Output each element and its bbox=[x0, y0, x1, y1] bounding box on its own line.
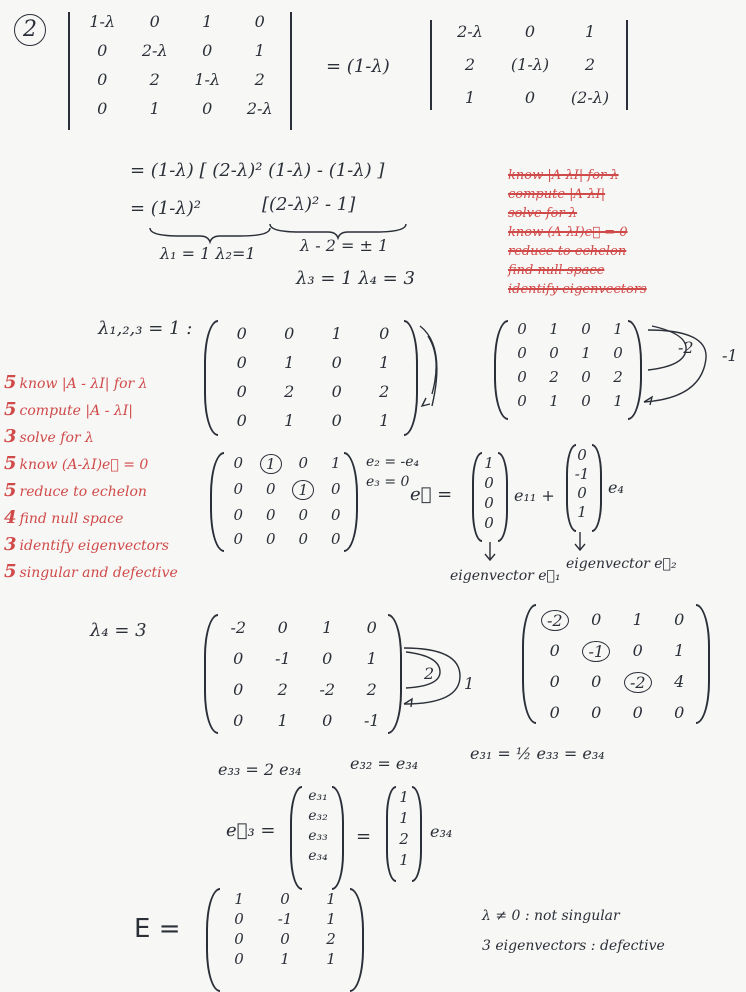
matrix-cell: 0 bbox=[366, 618, 377, 637]
matrix-cell: 0 bbox=[591, 672, 602, 691]
matrix-cell: 2 bbox=[549, 368, 559, 386]
matrix-cell: 0 bbox=[581, 392, 591, 410]
matrix-cell: 1 bbox=[326, 910, 336, 928]
mB-op2: -1 bbox=[722, 346, 738, 365]
relation-e33: e₃₃ = 2 e₃₄ bbox=[218, 760, 302, 779]
relation-e32: e₃₂ = e₃₄ bbox=[350, 754, 419, 773]
matrix-cell: e₃₁ bbox=[308, 788, 328, 804]
matrix-cell bbox=[534, 610, 576, 631]
checklist-text: know |A - λI| for λ bbox=[19, 376, 148, 392]
matrix-cell: e₃₄ bbox=[308, 848, 328, 864]
matrix-cell: 1 bbox=[584, 22, 596, 41]
matrix-cell: 0 bbox=[233, 530, 244, 548]
matrix-cell: 0 bbox=[236, 324, 247, 343]
matrix-cell: 0 bbox=[202, 41, 213, 60]
e3-relation: e₃ = 0 bbox=[366, 474, 410, 490]
matrix-cell: 0 bbox=[330, 480, 341, 498]
checklist-score: 5 bbox=[4, 561, 17, 582]
pivot-circle: -1 bbox=[582, 641, 610, 662]
matrix-cell: 0 bbox=[484, 494, 494, 512]
checklist-text: know (A-λI)e⃗ = 0 bbox=[19, 457, 149, 473]
struck-item: compute |A-λI| bbox=[508, 187, 606, 202]
matrix-cell: 1 bbox=[331, 324, 342, 343]
matrix-cell: 0 bbox=[517, 320, 527, 338]
relation-e31: e₃₁ = ½ e₃₃ = e₃₄ bbox=[470, 744, 605, 763]
matrix-cell: 1 bbox=[366, 649, 377, 668]
checklist-text: reduce to echelon bbox=[19, 484, 147, 500]
eigenvector-2-label: eigenvector e⃗₂ bbox=[566, 556, 677, 572]
lambda123: λ₁,₂,₃ = 1 : bbox=[98, 318, 193, 339]
matrix-cell: 1 bbox=[379, 353, 390, 372]
matrix-cell: 0 bbox=[331, 382, 342, 401]
matrix-cell: 0 bbox=[277, 618, 288, 637]
matrix-cell: 0 bbox=[233, 649, 244, 668]
matrix-cell: 1 bbox=[322, 618, 333, 637]
v2-coefficient: e₄ bbox=[608, 478, 624, 497]
matrix-cell: 1 bbox=[399, 788, 409, 806]
matrix-cell: 1 bbox=[674, 641, 685, 660]
matrix-cell: 0 bbox=[265, 506, 276, 524]
checklist-score: 3 bbox=[4, 534, 17, 555]
matrix-cell: (1-λ) bbox=[510, 55, 550, 74]
matrix-cell: 0 bbox=[330, 530, 341, 548]
matrix-cell: 0 bbox=[517, 344, 527, 362]
matrix-cell: 0 bbox=[674, 703, 685, 722]
matrix-cell: 0 bbox=[233, 506, 244, 524]
matrix-cell: 1 bbox=[632, 610, 643, 629]
eigenvector-1-label: eigenvector e⃗₁ bbox=[450, 568, 561, 584]
matrix-cell: (2-λ) bbox=[570, 88, 610, 107]
matrix-cell: 1 bbox=[399, 851, 409, 869]
matrix-cell: 1 bbox=[379, 411, 390, 430]
E-label: E = bbox=[134, 914, 181, 944]
matrix-cell: 0 bbox=[379, 324, 390, 343]
matrix-cell: 1 bbox=[581, 344, 591, 362]
matrix-cell: 1 bbox=[330, 454, 341, 472]
matrix-cell: 0 bbox=[234, 910, 244, 928]
matrix-cell: 0 bbox=[577, 446, 587, 464]
matrix-cell: 4 bbox=[674, 672, 685, 691]
checklist-score: 5 bbox=[4, 399, 17, 420]
factored-b: [(2-λ)² - 1] bbox=[262, 194, 356, 215]
matrix-E-echelon bbox=[534, 610, 700, 722]
struck-item: reduce to echelon bbox=[508, 244, 627, 259]
matrix-cell: 0 bbox=[549, 641, 560, 660]
matrix-cell: -1 bbox=[277, 910, 293, 928]
matrix-cell: 0 bbox=[234, 950, 244, 968]
matrix-cell: 2-λ bbox=[457, 22, 483, 41]
matrix-cell: 1 bbox=[484, 454, 494, 472]
matrix-cell: 0 bbox=[484, 514, 494, 532]
matrix-cell: 1 bbox=[202, 12, 213, 31]
matrix-cell: 2 bbox=[326, 930, 336, 948]
vec-e-label: e⃗ = bbox=[410, 484, 453, 505]
matrix-cell: 1 bbox=[549, 320, 559, 338]
matrix-cell: -1 bbox=[574, 465, 590, 483]
matrix-cell: 0 bbox=[517, 368, 527, 386]
matrix-cell: 0 bbox=[280, 930, 290, 948]
note-not-singular: λ ≠ 0 : not singular bbox=[482, 908, 620, 924]
matrix-cell: 0 bbox=[549, 672, 560, 691]
matrix-cell: -1 bbox=[274, 649, 291, 668]
mB-op1: -2 bbox=[678, 338, 694, 357]
matrix-cell: 0 bbox=[549, 703, 560, 722]
e3-vector bbox=[298, 788, 338, 864]
matrix-cell: 0 bbox=[581, 368, 591, 386]
lambda4: λ₄ = 3 bbox=[90, 620, 147, 641]
matrix-cell: 0 bbox=[591, 703, 602, 722]
pivot-circle: 1 bbox=[292, 480, 314, 500]
matrix-cell: 2 bbox=[379, 382, 390, 401]
checklist-text: find null space bbox=[19, 511, 124, 527]
matrix-cell: 0 bbox=[236, 353, 247, 372]
matrix-cell: 0 bbox=[581, 320, 591, 338]
matrix-cell bbox=[576, 641, 618, 662]
expansion-line: = (1-λ) [ (2-λ)² (1-λ) - (1-λ) ] bbox=[130, 160, 385, 181]
checklist-text: singular and defective bbox=[19, 565, 178, 581]
e3-vector-label: e⃗₃ = bbox=[226, 820, 276, 841]
matrix-cell: 2 bbox=[277, 680, 288, 699]
matrix-cell: 0 bbox=[331, 353, 342, 372]
matrix-cell: 0 bbox=[233, 680, 244, 699]
v1-coefficient: e₁₁ + bbox=[514, 486, 555, 505]
matrix-cell: 0 bbox=[577, 484, 587, 502]
matrix-cell: -2 bbox=[319, 680, 336, 699]
matrix-cell: 0 bbox=[298, 506, 309, 524]
matrix-cell: 1 bbox=[464, 88, 476, 107]
matrix-cell: 1 bbox=[549, 392, 559, 410]
pivot-circle: -2 bbox=[541, 610, 569, 631]
matrix-cell: 2 bbox=[284, 382, 295, 401]
checklist-text: identify eigenvectors bbox=[19, 538, 169, 554]
matrix-cell: 1 bbox=[234, 890, 244, 908]
matrix-cell: 1-λ bbox=[194, 70, 221, 89]
factored-a: = (1-λ)² bbox=[130, 198, 202, 219]
matrix-cell: 0 bbox=[233, 480, 244, 498]
struck-item: identify eigenvectors bbox=[508, 282, 647, 297]
matrix-cell: 0 bbox=[524, 22, 536, 41]
matrix-cell: 2 bbox=[584, 55, 596, 74]
matrix-cell: 1 bbox=[326, 950, 336, 968]
matrix-cell: -2 bbox=[230, 618, 247, 637]
matrix-cell: 1 bbox=[254, 41, 265, 60]
matrix-cell: 0 bbox=[322, 711, 333, 730]
pivot-circle: -2 bbox=[624, 672, 652, 693]
lambda34: λ₃ = 1 λ₄ = 3 bbox=[296, 268, 415, 289]
matrix-cell: 0 bbox=[632, 703, 643, 722]
matrix-cell: 0 bbox=[280, 890, 290, 908]
struck-item: know (A-λI)e⃗ = 0 bbox=[508, 225, 628, 240]
matrix-cell: 0 bbox=[265, 530, 276, 548]
matrix-cell: 0 bbox=[97, 41, 108, 60]
matrix-cell: 2-λ bbox=[141, 41, 168, 60]
checklist-score: 5 bbox=[4, 480, 17, 501]
matrix-cell: e₃₂ bbox=[308, 808, 328, 824]
matrix-cell: 1 bbox=[277, 711, 288, 730]
matrix-cell bbox=[617, 672, 659, 693]
problem-number: 2 bbox=[14, 14, 46, 46]
checklist-text: solve for λ bbox=[19, 430, 94, 446]
matrix-cell: 0 bbox=[632, 641, 643, 660]
mD-op1: 2 bbox=[424, 664, 435, 683]
matrix-cell: 0 bbox=[233, 454, 244, 472]
e3-equals: = bbox=[356, 826, 372, 847]
e3-values bbox=[392, 788, 416, 869]
matrix-cell: 0 bbox=[549, 344, 559, 362]
matrix-cell: 0 bbox=[97, 70, 108, 89]
matrix-cell: 1 bbox=[613, 320, 623, 338]
matrix-cell: 0 bbox=[234, 930, 244, 948]
matrix-cell: 0 bbox=[591, 610, 602, 629]
lambda-minus2: λ - 2 = ± 1 bbox=[300, 236, 389, 255]
checklist-score: 3 bbox=[4, 426, 17, 447]
matrix-cell: 0 bbox=[284, 324, 295, 343]
matrix-cell: 0 bbox=[298, 530, 309, 548]
pivot-circle: 1 bbox=[260, 454, 282, 474]
matrix-cell: 0 bbox=[97, 99, 108, 118]
matrix-cell: 0 bbox=[330, 506, 341, 524]
note-defective: 3 eigenvectors : defective bbox=[482, 938, 665, 954]
matrix-cell: e₃₃ bbox=[308, 828, 328, 844]
matrix-cell: 0 bbox=[331, 411, 342, 430]
mD-op2: 1 bbox=[464, 674, 475, 693]
matrix-cell: -1 bbox=[363, 711, 380, 730]
matrix-cell: 0 bbox=[484, 474, 494, 492]
matrix-cell: 2 bbox=[464, 55, 476, 74]
matrix-cell: 1 bbox=[280, 950, 290, 968]
matrix-cell: 0 bbox=[298, 454, 309, 472]
matrix-cell: 1 bbox=[284, 353, 295, 372]
checklist-text: compute |A - λI| bbox=[19, 403, 133, 419]
matrix-cell: 0 bbox=[524, 88, 536, 107]
matrix-cell: 0 bbox=[265, 480, 276, 498]
struck-item: know |A-λI| for λ bbox=[508, 168, 619, 183]
matrix-cell: 0 bbox=[254, 12, 265, 31]
matrix-cell: 1 bbox=[577, 503, 587, 521]
matrix-cell: 2 bbox=[254, 70, 265, 89]
matrix-cell: 2 bbox=[149, 70, 160, 89]
matrix-cell: 1-λ bbox=[89, 12, 116, 31]
matrix-cell: 1 bbox=[399, 809, 409, 827]
matrix-cell: 0 bbox=[236, 411, 247, 430]
matrix-cell: 0 bbox=[233, 711, 244, 730]
matrix-cell: 0 bbox=[322, 649, 333, 668]
matrix-cell: 1 bbox=[284, 411, 295, 430]
eigenvector-matrix-E bbox=[216, 890, 354, 968]
matrix-cell: 1 bbox=[613, 392, 623, 410]
e3-coefficient: e₃₄ bbox=[430, 822, 453, 841]
matrix-cell: 2 bbox=[366, 680, 377, 699]
eq1-factor: = (1-λ) bbox=[326, 56, 390, 77]
matrix-cell: 0 bbox=[674, 610, 685, 629]
matrix-cell: 2 bbox=[399, 830, 409, 848]
matrix-cell: 0 bbox=[613, 344, 623, 362]
matrix-cell: 0 bbox=[149, 12, 160, 31]
lambda12: λ₁ = 1 λ₂=1 bbox=[160, 244, 256, 263]
e2-relation: e₂ = -e₄ bbox=[366, 454, 420, 470]
matrix-cell: 2-λ bbox=[246, 99, 273, 118]
matrix-cell: 2 bbox=[613, 368, 623, 386]
matrix-cell: 0 bbox=[202, 99, 213, 118]
checklist-score: 4 bbox=[4, 507, 17, 528]
matrix-cell: 1 bbox=[326, 890, 336, 908]
struck-item: solve for λ bbox=[508, 206, 578, 221]
struck-item: find null space bbox=[508, 263, 605, 278]
checklist-score: 5 bbox=[4, 372, 17, 393]
matrix-cell: 0 bbox=[236, 382, 247, 401]
matrix-cell: 0 bbox=[517, 392, 527, 410]
checklist-score: 5 bbox=[4, 453, 17, 474]
matrix-cell: 1 bbox=[149, 99, 160, 118]
